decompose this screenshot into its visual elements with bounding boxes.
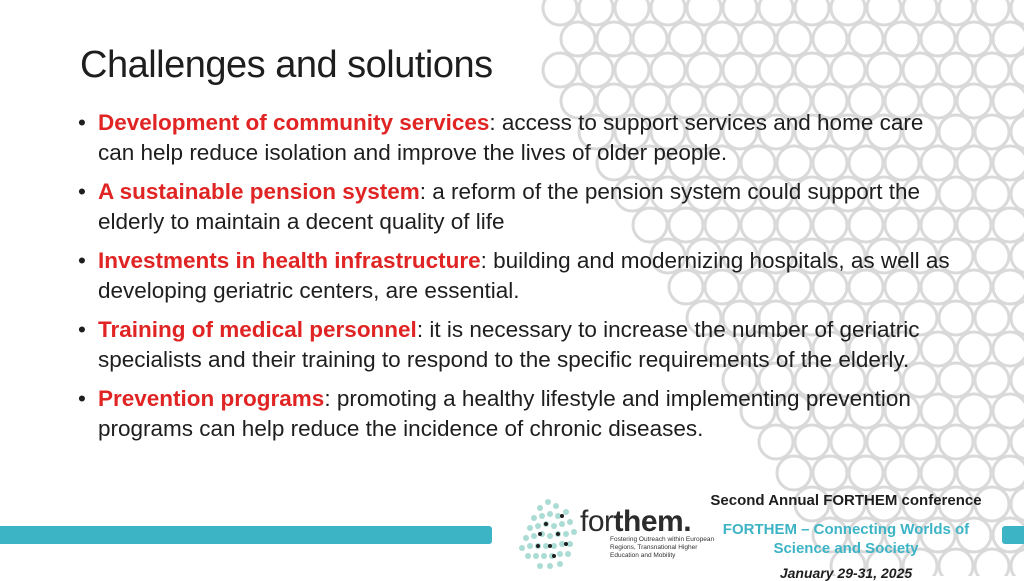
decorative-circle — [579, 53, 613, 87]
decorative-circle — [579, 0, 613, 25]
decorative-circle — [615, 0, 649, 25]
bullet-item — [78, 384, 958, 444]
decorative-circle — [777, 22, 811, 56]
decorative-circle — [867, 0, 901, 25]
bullet-item — [78, 177, 958, 237]
decorative-circle — [993, 270, 1024, 304]
slide-title: Challenges and solutions — [80, 44, 493, 86]
decorative-circle — [867, 53, 901, 87]
decorative-circle — [1011, 425, 1024, 459]
decorative-circle — [975, 177, 1009, 211]
decorative-circle — [957, 270, 991, 304]
decorative-circle — [849, 456, 883, 490]
decorative-circle — [1011, 177, 1024, 211]
decorative-circle — [687, 53, 721, 87]
bullet-text: : access to support services and home care can help reduce isolation and improve the lives of older people. — [98, 110, 924, 165]
decorative-circle — [957, 208, 991, 242]
decorative-circle — [543, 0, 577, 25]
decorative-circle — [1011, 239, 1024, 273]
decorative-circle — [813, 456, 847, 490]
logo-prefix: for — [580, 505, 614, 538]
decorative-circle — [705, 22, 739, 56]
decorative-circle — [975, 239, 1009, 273]
conference-subtitle: FORTHEM – Connecting Worlds of Science and Society — [722, 521, 970, 557]
decorative-circle — [921, 456, 955, 490]
bullet-item — [78, 108, 958, 168]
decorative-circle — [957, 456, 991, 490]
bullet-dot: • — [78, 386, 86, 411]
decorative-circle — [885, 456, 919, 490]
bullet-highlight: Development of community services — [98, 110, 490, 135]
decorative-circle — [957, 332, 991, 366]
decorative-circle — [543, 53, 577, 87]
decorative-circle — [993, 332, 1024, 366]
decorative-circle — [975, 53, 1009, 87]
logo-bold: them. — [613, 505, 692, 538]
decorative-circle — [687, 0, 721, 25]
bullet-highlight: Prevention programs — [98, 386, 325, 411]
decorative-circle — [885, 22, 919, 56]
bullet-dot: • — [78, 248, 86, 273]
bullet-highlight: A sustainable pension system — [98, 179, 420, 204]
decorative-circle — [1011, 363, 1024, 397]
decorative-circle — [993, 84, 1024, 118]
bullet-text: : promoting a healthy lifestyle and implementing prevention programs can help reduce the incidence of chronic diseases. — [98, 386, 911, 441]
bullet-dot: • — [78, 317, 86, 342]
decorative-circle — [957, 394, 991, 428]
conference-title: Second Annual FORTHEM conference — [710, 492, 982, 509]
decorative-circle — [903, 0, 937, 25]
decorative-circle — [813, 22, 847, 56]
decorative-circle — [795, 53, 829, 87]
bullet-text: : a reform of the pension system could support the elderly to maintain a decent quality of life — [98, 179, 921, 234]
bullet-list — [78, 108, 958, 453]
decorative-circle — [957, 22, 991, 56]
decorative-circle — [975, 0, 1009, 25]
decorative-circle — [669, 22, 703, 56]
accent-bar-right — [1002, 526, 1024, 544]
decorative-circle — [975, 115, 1009, 149]
decorative-circle — [1011, 53, 1024, 87]
decorative-circle — [993, 22, 1024, 56]
decorative-circle — [849, 22, 883, 56]
decorative-circle — [831, 53, 865, 87]
decorative-circle — [993, 208, 1024, 242]
decorative-circle — [975, 363, 1009, 397]
bullet-item — [78, 246, 958, 306]
decorative-circle — [957, 84, 991, 118]
decorative-circle — [993, 394, 1024, 428]
conference-date: January 29-31, 2025 — [779, 565, 913, 581]
decorative-circle — [921, 22, 955, 56]
decorative-circle — [561, 22, 595, 56]
logo-tagline: Fostering Outreach within European Regions, Transnational Higher Education and Mobility — [610, 536, 715, 559]
decorative-circle — [993, 146, 1024, 180]
decorative-circle — [939, 53, 973, 87]
decorative-circle — [615, 53, 649, 87]
decorative-circle — [723, 0, 757, 25]
accent-bar-left — [0, 526, 492, 544]
decorative-circle — [903, 53, 937, 87]
decorative-circle — [741, 22, 775, 56]
decorative-circle — [1011, 487, 1024, 521]
forthem-logo — [580, 505, 691, 539]
decorative-circle — [759, 0, 793, 25]
decorative-circle — [633, 22, 667, 56]
bullet-dot: • — [78, 110, 86, 135]
decorative-circle — [795, 0, 829, 25]
decorative-circle — [957, 146, 991, 180]
bullet-text: : it is necessary to increase the number of geriatric specialists and their training to respond to the specific requirements of the elderly. — [98, 317, 920, 372]
decorative-circle — [831, 0, 865, 25]
decorative-circle — [939, 0, 973, 25]
decorative-circle — [975, 301, 1009, 335]
decorative-circle — [651, 53, 685, 87]
decorative-circle — [993, 456, 1024, 490]
bullet-dot: • — [78, 179, 86, 204]
decorative-circle — [723, 53, 757, 87]
bullet-item — [78, 315, 958, 375]
bullet-highlight: Training of medical personnel — [98, 317, 417, 342]
decorative-circle — [975, 425, 1009, 459]
bullet-text: : building and modernizing hospitals, as well as developing geriatric centers, are essential. — [98, 248, 950, 303]
decorative-circle — [759, 53, 793, 87]
bullet-highlight: Investments in health infrastructure — [98, 248, 481, 273]
decorative-circle — [651, 0, 685, 25]
decorative-circle — [777, 456, 811, 490]
decorative-circle — [597, 22, 631, 56]
decorative-circle — [1011, 115, 1024, 149]
decorative-circle — [1011, 301, 1024, 335]
